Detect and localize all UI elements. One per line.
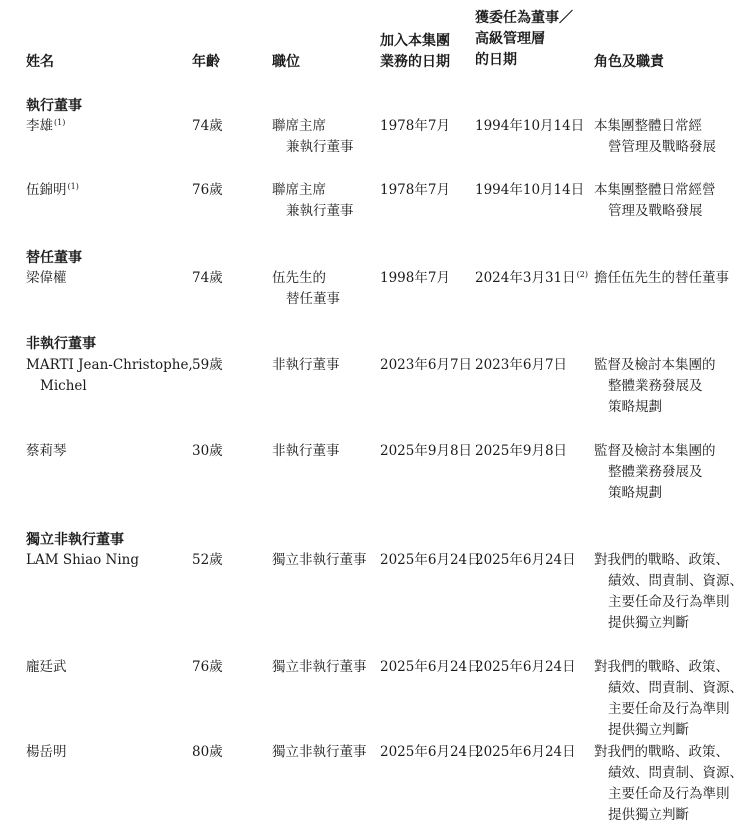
footnote-marker: (1)	[67, 181, 79, 191]
position-line: 獨立非執行董事	[272, 552, 367, 568]
section-title-executive: 執行董事	[26, 98, 82, 114]
header-appoint-date-line: 獲委任為董事／	[475, 10, 573, 26]
cell-role	[594, 268, 729, 289]
cell-name	[26, 550, 139, 571]
role-line: 主要任命及行為準則	[608, 594, 730, 610]
position-line: 非執行董事	[272, 443, 340, 459]
cell-position	[272, 116, 354, 158]
cell-name	[26, 116, 65, 137]
role-line: 策略規劃	[608, 399, 662, 415]
header-join-date-line: 加入本集團	[380, 33, 450, 49]
name-line: LAM Shiao Ning	[26, 552, 140, 568]
cell-join-date: 1978年7月	[380, 182, 450, 198]
cell-position	[272, 742, 367, 763]
position-line: 伍先生的	[272, 270, 326, 286]
cell-position	[272, 657, 367, 678]
cell-position	[272, 180, 354, 222]
cell-age: 74歲	[192, 270, 223, 286]
name-line: 伍錦明	[26, 182, 67, 198]
role-line: 整體業務發展及	[608, 378, 703, 394]
cell-age: 59歲	[192, 357, 223, 373]
appoint-date-value: 2025年6月24日	[475, 552, 576, 568]
section-title-independent: 獨立非執行董事	[26, 532, 124, 548]
position-line: 替任董事	[286, 291, 340, 307]
header-appoint-date	[475, 8, 573, 71]
cell-age: 30歲	[192, 443, 223, 459]
header-age: 年齡	[192, 54, 220, 70]
cell-appoint-date	[475, 742, 576, 763]
name-line: 蔡莉琴	[26, 443, 67, 459]
cell-name	[26, 657, 67, 678]
section-title-alternate: 替任董事	[26, 250, 82, 266]
cell-appoint-date	[475, 355, 567, 376]
cell-name	[26, 355, 193, 397]
role-line: 管理及戰略發展	[608, 203, 703, 219]
cell-join-date: 1998年7月	[380, 270, 450, 286]
role-line: 績效、問責制、資源、	[608, 765, 743, 781]
cell-role	[594, 742, 743, 826]
cell-name	[26, 180, 79, 201]
name-line: 龐廷武	[26, 659, 67, 675]
cell-role	[594, 180, 716, 222]
role-line: 提供獨立判斷	[608, 807, 689, 823]
footnote-marker: (1)	[54, 117, 66, 127]
role-line: 監督及檢討本集團的	[594, 443, 716, 459]
cell-age: 74歲	[192, 118, 223, 134]
name-line: 楊岳明	[26, 744, 67, 760]
header-appoint-date-line: 高級管理層	[475, 31, 545, 47]
cell-appoint-date	[475, 116, 584, 137]
cell-name	[26, 441, 67, 462]
cell-role	[594, 116, 716, 158]
role-line: 策略規劃	[608, 485, 662, 501]
cell-position	[272, 550, 367, 571]
cell-position	[272, 268, 340, 310]
role-line: 整體業務發展及	[608, 464, 703, 480]
cell-appoint-date	[475, 550, 576, 571]
header-position: 職位	[272, 54, 300, 70]
role-line: 績效、問責制、資源、	[608, 573, 743, 589]
role-line: 績效、問責制、資源、	[608, 680, 743, 696]
cell-age: 76歲	[192, 182, 223, 198]
appoint-date-value: 2025年6月24日	[475, 659, 576, 675]
role-line: 本集團整體日常經營	[594, 182, 716, 198]
cell-age: 76歲	[192, 659, 223, 675]
cell-join-date: 2023年6月7日	[380, 357, 473, 373]
appoint-date-value: 1994年10月14日	[475, 182, 585, 198]
cell-join-date: 2025年6月24日	[380, 744, 481, 760]
role-line: 主要任命及行為準則	[608, 786, 730, 802]
cell-role	[594, 355, 716, 418]
cell-join-date: 2025年6月24日	[380, 552, 481, 568]
section-title-non-executive: 非執行董事	[26, 336, 96, 352]
cell-join-date: 2025年6月24日	[380, 659, 481, 675]
name-line: MARTI Jean-Christophe,	[26, 357, 193, 373]
header-join-date-line: 業務的日期	[380, 54, 450, 70]
cell-role	[594, 550, 743, 634]
cell-position	[272, 355, 340, 376]
cell-name	[26, 742, 67, 763]
position-line: 兼執行董事	[286, 139, 354, 155]
header-name: 姓名	[26, 54, 54, 70]
role-line: 對我們的戰略、政策、	[594, 659, 729, 675]
cell-appoint-date	[475, 657, 576, 678]
header-appoint-date-line: 的日期	[475, 52, 517, 68]
role-line: 主要任命及行為準則	[608, 701, 730, 717]
cell-join-date: 1978年7月	[380, 118, 450, 134]
name-line: Michel	[40, 378, 87, 394]
cell-role	[594, 657, 743, 741]
header-join-date	[380, 31, 450, 73]
cell-role	[594, 441, 716, 504]
appoint-date-value: 1994年10月14日	[475, 118, 585, 134]
position-line: 獨立非執行董事	[272, 659, 367, 675]
footnote-marker: (2)	[576, 269, 588, 279]
role-line: 提供獨立判斷	[608, 722, 689, 738]
position-line: 兼執行董事	[286, 203, 354, 219]
cell-appoint-date	[475, 180, 584, 201]
role-line: 本集團整體日常經	[594, 118, 702, 134]
cell-join-date: 2025年9月8日	[380, 443, 473, 459]
position-line: 聯席主席	[272, 182, 326, 198]
cell-position	[272, 441, 340, 462]
appoint-date-value: 2024年3月31日	[475, 270, 576, 286]
role-line: 提供獨立判斷	[608, 615, 689, 631]
cell-age: 52歲	[192, 552, 223, 568]
appoint-date-value: 2025年9月8日	[475, 443, 568, 459]
role-line: 對我們的戰略、政策、	[594, 744, 729, 760]
position-line: 獨立非執行董事	[272, 744, 367, 760]
appoint-date-value: 2025年6月24日	[475, 744, 576, 760]
position-line: 非執行董事	[272, 357, 340, 373]
cell-appoint-date	[475, 268, 588, 289]
header-role: 角色及職責	[594, 54, 664, 70]
name-line: 梁偉權	[26, 270, 67, 286]
role-line: 擔任伍先生的替任董事	[594, 270, 729, 286]
role-line: 營管理及戰略發展	[608, 139, 716, 155]
appoint-date-value: 2023年6月7日	[475, 357, 568, 373]
cell-appoint-date	[475, 441, 567, 462]
role-line: 監督及檢討本集團的	[594, 357, 716, 373]
cell-name	[26, 268, 67, 289]
name-line: 李雄	[26, 118, 53, 134]
role-line: 對我們的戰略、政策、	[594, 552, 729, 568]
cell-age: 80歲	[192, 744, 223, 760]
position-line: 聯席主席	[272, 118, 326, 134]
